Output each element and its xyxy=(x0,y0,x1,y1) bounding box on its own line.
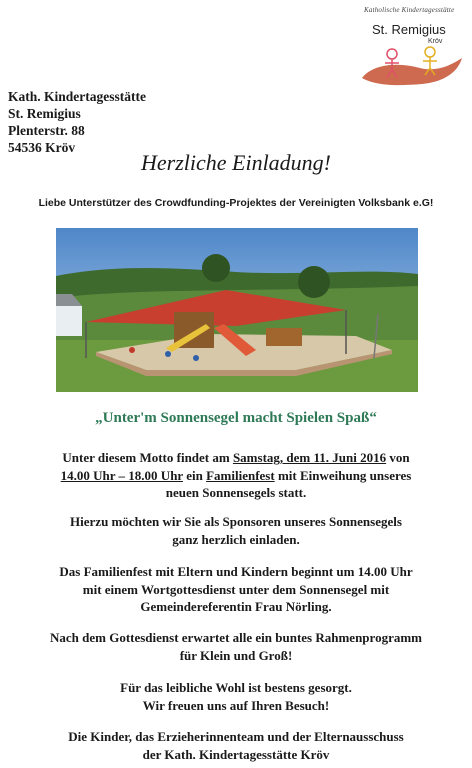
address-line: 54536 Kröv xyxy=(8,140,76,155)
kindergarten-logo xyxy=(358,4,466,88)
program-paragraph xyxy=(10,629,462,664)
event-text: mit Einweihung unseres xyxy=(274,467,412,483)
event-date: Samstag, dem 11. Juni 2016 xyxy=(232,450,387,465)
playground-photo xyxy=(56,228,418,392)
motto-heading: „Unter'm Sonnensegel macht Spielen Spaß“ xyxy=(95,410,377,426)
logo-name: St. Remigius xyxy=(372,22,446,37)
address-line: St. Remigius xyxy=(8,106,81,121)
paragraph-line: Nach dem Gottesdienst erwartet alle ein buntes Rahmenprogramm xyxy=(49,630,423,645)
paragraph-line: der Kath. Kindertagesstätte Kröv xyxy=(142,746,330,762)
greeting-line: Liebe Unterstützer des Crowdfunding-Projektes der Vereinigten Volksbank e.G! xyxy=(38,197,434,209)
paragraph-line: Die Kinder, das Erzieherinnenteam und der Elternausschuss xyxy=(68,729,404,744)
event-text: ein xyxy=(182,467,207,483)
address-line: Kath. Kindertagesstätte xyxy=(8,89,146,104)
paragraph-line: mit einem Wortgottesdienst unter dem Sonnensegel mit xyxy=(82,581,390,597)
sender-address xyxy=(8,88,146,156)
schedule-paragraph xyxy=(10,563,462,616)
paragraph-line: Für das leibliche Wohl ist bestens gesorgt. xyxy=(120,680,352,695)
event-paragraph xyxy=(10,449,462,502)
paragraph-line: für Klein und Groß! xyxy=(179,647,293,663)
event-text: neuen Sonnensegels statt. xyxy=(165,485,307,500)
event-text: von xyxy=(386,450,410,465)
address-line: Plenterstr. 88 xyxy=(8,123,85,138)
paragraph-line: ganz herzlich einladen. xyxy=(172,531,300,547)
paragraph-line: Wir freuen uns auf Ihren Besuch! xyxy=(142,697,330,713)
paragraph-line: Gemeindereferentin Frau Nörling. xyxy=(140,599,332,614)
paragraph-line: Hierzu möchten wir Sie als Sponsoren unseres Sonnensegels xyxy=(70,514,402,529)
invitation-title: Herzliche Einladung! xyxy=(140,150,332,175)
sponsor-paragraph xyxy=(10,513,462,548)
event-text: Unter diesem Motto findet am xyxy=(62,450,233,465)
catering-paragraph xyxy=(10,679,462,714)
logo-arc-text: Katholische Kindertagesstätte xyxy=(364,6,455,14)
event-name: Familienfest xyxy=(206,467,275,483)
logo-place: Kröv xyxy=(428,38,443,45)
paragraph-line: Das Familienfest mit Eltern und Kindern beginnt um 14.00 Uhr xyxy=(59,564,413,579)
signature-paragraph xyxy=(10,728,462,763)
event-time: 14.00 Uhr – 18.00 Uhr xyxy=(60,467,183,483)
logo-hand-figures-icon xyxy=(358,44,466,88)
